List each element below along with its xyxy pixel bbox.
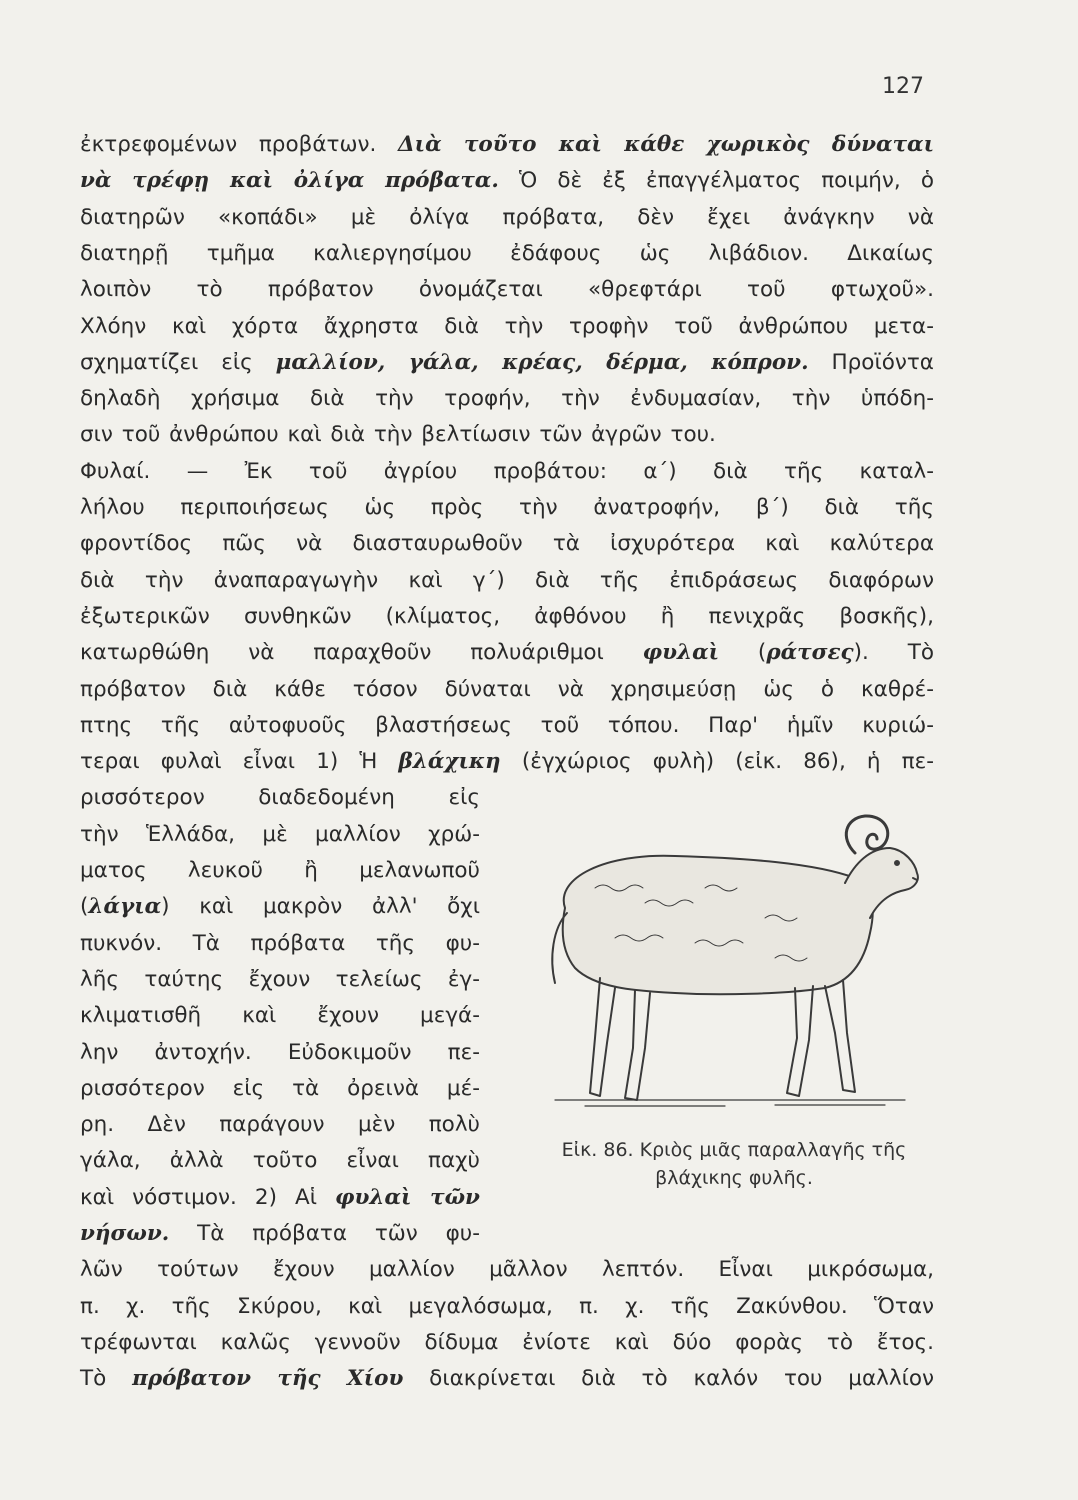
text-segment: λοιπὸν τὸ πρόβατον ὀνομάζεται «θρεφτάρι τοῦ φτωχοῦ». (80, 277, 934, 303)
text-line (80, 1328, 934, 1358)
text-line (80, 348, 934, 378)
text-line (80, 856, 480, 886)
text-line (80, 529, 934, 559)
text-segment: Χλόην καὶ χόρτα ἄχρηστα διὰ τὴν τροφὴν τοῦ ἀνθρώπου μετα- (80, 313, 934, 339)
text-segment: κλιματισθῆ καὶ ἔχουν μεγά- (80, 1003, 480, 1029)
text-line (80, 1001, 480, 1031)
text-segment: λήλου περιποιήσεως ὡς πρὸς τὴν ἀνατροφήν, β΄) διὰ τῆς (80, 495, 934, 520)
emphasis-text: βλάχικη (398, 749, 501, 775)
text-line (80, 638, 934, 668)
text-line (80, 1110, 480, 1140)
text-segment: ρισσότερον διαδεδομένη εἰς (80, 785, 480, 811)
text-segment: Ὁ δὲ ἐξ ἐπαγγέλματος ποιμήν, ὁ (498, 168, 935, 194)
text-line (80, 1038, 480, 1068)
text-segment: Φυλαί. — Ἐκ τοῦ ἀγρίου προβάτου: α΄) διὰ τῆς καταλ- (80, 458, 934, 484)
emphasis-text: νήσων. (80, 1221, 170, 1246)
text-segment: τὴν Ἑλλάδα, μὲ μαλλίον χρώ- (80, 821, 480, 847)
text-line (80, 420, 934, 450)
text-segment: τεραι φυλαὶ εἶναι 1) Ἡ (80, 749, 399, 775)
emphasis-text: ράτσες (766, 640, 854, 666)
emphasis-text: φυλαὶ τῶν (335, 1184, 480, 1210)
text-segment: πτης τῆς αὐτοφυοῦς βλαστήσεως τοῦ τόπου. Παρ' ἡμῖν κυριώ- (80, 712, 934, 738)
text-line (80, 1146, 480, 1176)
text-line (80, 203, 934, 233)
text-segment: ( (719, 640, 767, 666)
text-line (80, 965, 480, 995)
text-line (80, 820, 480, 850)
text-segment: ( (80, 894, 89, 920)
text-segment: π. χ. τῆς Σκύρου, καὶ μεγαλόσωμα, π. χ. τῆς Ζακύνθου. Ὅταν (80, 1293, 934, 1319)
text-segment: λῶν τούτων ἔχουν μαλλίον μᾶλλον λεπτόν. Εἶναι μικρόσωμα, (80, 1257, 934, 1283)
text-segment: ἐξωτερικῶν συνθηκῶν (κλίματος, ἀφθόνου ἢ πενιχρᾶς βοσκῆς), (80, 603, 934, 629)
emphasis-text: νὰ τρέφῃ καὶ ὀλίγα πρόβατα. (80, 168, 499, 194)
text-segment: Τὰ πρόβατα τῶν φυ- (169, 1221, 480, 1246)
text-line (80, 566, 934, 596)
text-segment: κατωρθώθη νὰ παραχθοῦν πολυάριθμοι (80, 640, 643, 666)
text-segment: ). Τὸ (853, 640, 934, 666)
text-segment: πρόβατον διὰ κάθε τόσον δύναται νὰ χρησιμεύσῃ ὡς ὁ καθρέ- (80, 676, 934, 702)
text-segment: διὰ τὴν ἀναπαραγωγὴν καὶ γ΄) διὰ τῆς ἐπιδράσεως διαφόρων (80, 567, 934, 593)
text-segment: Τὸ (80, 1366, 133, 1392)
ram-figure (525, 808, 935, 1128)
text-line (80, 275, 934, 305)
text-segment: σιν τοῦ ἀνθρώπου καὶ διὰ τὴν βελτίωσιν τῶν ἀγρῶν του. (80, 422, 716, 448)
text-line (80, 1219, 480, 1249)
text-line (80, 783, 480, 813)
text-segment: διατηρῶν «κοπάδι» μὲ ὀλίγα πρόβατα, δὲν ἔχει ἀνάγκην νὰ (80, 204, 934, 230)
emphasis-text: φυλαὶ (642, 640, 720, 666)
text-segment: καὶ νόστιμον. 2) Αἱ (80, 1184, 336, 1210)
text-segment: σχηματίζει εἰς (80, 349, 276, 375)
text-segment: (ἐγχώριος φυλὴ) (εἰκ. 86), ἡ πε- (500, 749, 934, 775)
emphasis-text: λάγια (88, 894, 162, 920)
ram-illustration-icon (525, 808, 935, 1128)
text-line (80, 166, 934, 196)
text-line (80, 312, 934, 342)
text-segment: ματος λευκοῦ ἢ μελανωποῦ (80, 858, 480, 883)
text-line (80, 1292, 934, 1322)
text-segment: λην ἀντοχήν. Εὐδοκιμοῦν πε- (80, 1039, 480, 1065)
text-line (80, 130, 934, 160)
emphasis-text: μαλλίον, γάλα, κρέας, δέρμα, κόπρον. (275, 349, 809, 375)
text-line (80, 1364, 934, 1394)
page-number: 127 (882, 74, 924, 99)
text-line (80, 602, 934, 632)
caption-line-1: Εἰκ. 86. Κριὸς μιᾶς παραλλαγῆς τῆς (561, 1139, 907, 1161)
text-line (80, 1255, 934, 1285)
text-segment: διατηρῇ τμῆμα καλιεργησίμου ἐδάφους ὡς λιβάδιον. Δικαίως (80, 240, 934, 266)
text-segment: ) καὶ μακρὸν ἀλλ' ὄχι (161, 894, 480, 920)
text-segment: γάλα, ἀλλὰ τοῦτο εἶναι παχὺ (80, 1148, 480, 1174)
text-segment: τρέφωνται καλῶς γεννοῦν δίδυμα ἐνίοτε καὶ δύο φορὰς τὸ ἔτος. (80, 1329, 934, 1355)
text-line (80, 711, 934, 741)
text-segment: δηλαδὴ χρήσιμα διὰ τὴν τροφήν, τὴν ἐνδυμασίαν, τὴν ὑπόδη- (80, 386, 934, 412)
text-segment: Προϊόντα (808, 349, 934, 375)
text-line (80, 1183, 480, 1213)
caption-line-2: βλάχικης φυλῆς. (655, 1167, 813, 1189)
figure-caption (522, 1136, 946, 1192)
text-line (80, 892, 480, 922)
text-segment: ἐκτρεφομένων προβάτων. (80, 132, 398, 157)
text-line (80, 675, 934, 705)
text-segment: φροντίδος πῶς νὰ διασταυρωθοῦν τὰ ἰσχυρότερα καὶ καλύτερα (80, 531, 934, 557)
text-segment: διακρίνεται διὰ τὸ καλόν του μαλλίον (403, 1366, 935, 1392)
text-line (80, 929, 480, 959)
text-segment: ρισσότερον εἰς τὰ ὀρεινὰ μέ- (80, 1075, 480, 1101)
text-segment: ρη. Δὲν παράγουν μὲν πολὺ (80, 1112, 480, 1138)
text-line (80, 747, 934, 777)
text-line (80, 1074, 480, 1104)
text-segment: πυκνόν. Τὰ πρόβατα τῆς φυ- (80, 930, 480, 956)
text-segment: λῆς ταύτης ἔχουν τελείως ἐγ- (80, 966, 480, 992)
text-line (80, 457, 934, 487)
text-line (80, 384, 934, 414)
emphasis-text: Διὰ τοῦτο καὶ κάθε χωρικὸς δύναται (397, 132, 934, 157)
text-line (80, 239, 934, 269)
emphasis-text: πρόβατον τῆς Χίου (132, 1366, 404, 1392)
text-line (80, 493, 934, 523)
